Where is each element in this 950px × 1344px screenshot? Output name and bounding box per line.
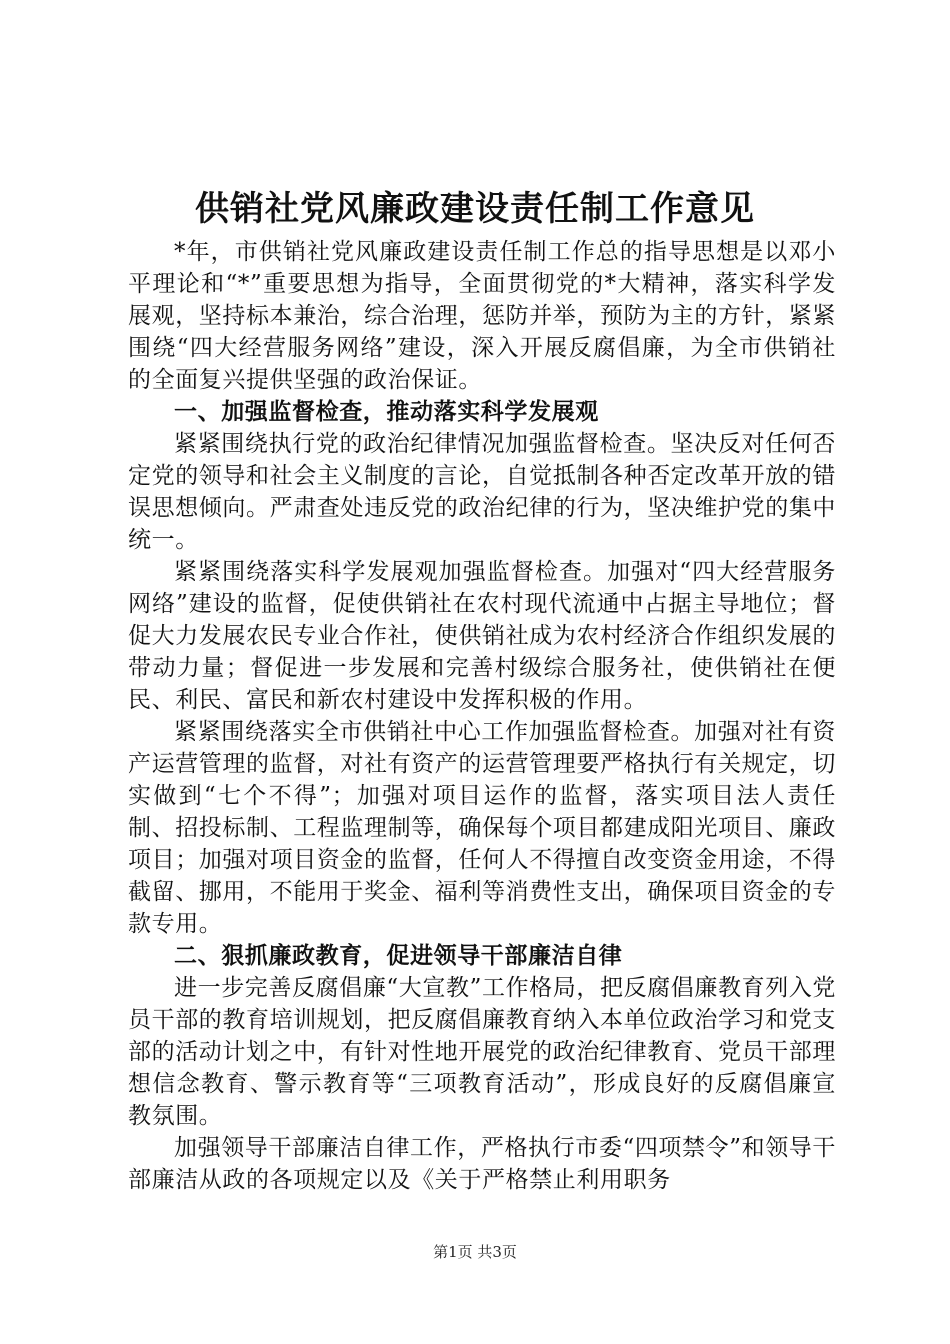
- intro-paragraph: *年，市供销社党风廉政建设责任制工作总的指导思想是以邓小平理论和“*”重要思想为指导，全面贯彻党的*大精神，落实科学发展观，坚持标本兼治，综合治理，惩防并举，预防为主的方针，紧紧围绕“四大经营服务网络”建设，深入开展反腐倡廉，为全市供销社的全面复兴提供坚强的政治保证。: [128, 239, 836, 393]
- section-heading-2: 二、狠抓廉政教育，促进领导干部廉洁自律: [174, 942, 623, 969]
- document-title: 供销社党风廉政建设责任制工作意见: [195, 189, 755, 229]
- section1-paragraph-3: 紧紧围绕落实全市供销社中心工作加强监督检查。加强对社有资产运营管理的监督，对社有资产的运营管理要严格执行有关规定，切实做到“七个不得”；加强对项目运作的监督，落实项目法人责任制、招投标制、工程监理制等，确保每个项目都建成阳光项目、廉政项目；加强对项目资金的监督，任何人不得擅自改变资金用途，不得截留、挪用，不能用于奖金、福利等消费性支出，确保项目资金的专款专用。: [128, 719, 836, 937]
- section2-paragraph-2: 加强领导干部廉洁自律工作，严格执行市委“四项禁令”和领导干部廉洁从政的各项规定以及《关于严格禁止利用职务: [128, 1135, 836, 1193]
- section1-paragraph-2: 紧紧围绕落实科学发展观加强监督检查。加强对“四大经营服务网络”建设的监督，促使供销社在农村现代流通中占据主导地位；督促大力发展农民专业合作社，使供销社成为农村经济合作组织发展的带动力量；督促进一步发展和完善村级综合服务社，使供销社在便民、利民、富民和新农村建设中发挥积极的作用。: [128, 559, 836, 713]
- section2-paragraph-1: 进一步完善反腐倡廉“大宣教”工作格局，把反腐倡廉教育列入党员干部的教育培训规划，把反腐倡廉教育纳入本单位政治学习和党支部的活动计划之中，有针对性地开展党的政治纪律教育、党员干部理想信念教育、警示教育等“三项教育活动”，形成良好的反腐倡廉宣教氛围。: [128, 975, 836, 1129]
- section1-paragraph-1: 紧紧围绕执行党的政治纪律情况加强监督检查。坚决反对任何否定党的领导和社会主义制度的言论，自觉抵制各种否定改革开放的错误思想倾向。严肃查处违反党的政治纪律的行为，坚决维护党的集中统一。: [128, 431, 836, 553]
- document-body: [128, 236, 836, 1196]
- section-heading-1: 一、加强监督检查，推动落实科学发展观: [174, 398, 599, 425]
- page-footer: 第1页 共3页: [433, 1243, 517, 1261]
